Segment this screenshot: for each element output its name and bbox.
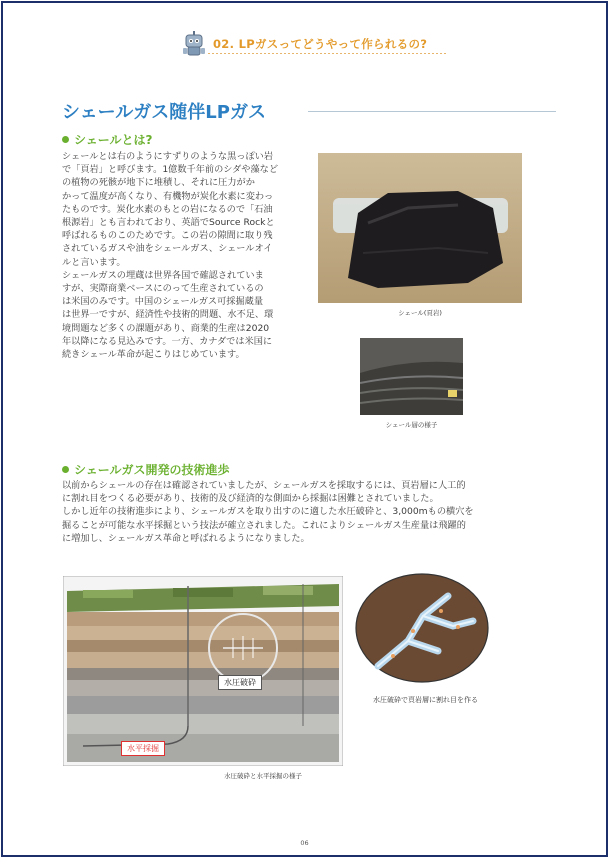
text-line: しかし近年の技術進歩により、シェールガスを取り出すのに適した水圧破砕と、3,000mもの横穴を	[62, 506, 474, 518]
section1-body	[62, 150, 310, 361]
text-line: シェールガスの埋蔵は世界各国で確認されていま	[62, 269, 264, 281]
page-frame	[1, 1, 608, 857]
text-line: 以前からシェールの存在は確認されていましたが、シェールガスを採取するには、頁岩層に人工的	[62, 480, 466, 491]
bullet-dot-icon	[62, 466, 69, 473]
section2-body	[62, 479, 562, 545]
shale-layer-photo	[360, 338, 463, 415]
text-line: は米国のみです。中国のシェールガス可採掘蔵量	[62, 296, 264, 308]
bullet-dot-icon	[62, 136, 69, 143]
section-heading-shale	[62, 131, 152, 148]
text-line: たものです。炭化水素のもとの岩になるので「石油	[62, 203, 273, 215]
text-line: に割れ目をつくる必要があり、技術的及び経済的な側面から採掘は困難とされていました。	[62, 493, 439, 505]
diagram-caption: 水圧破砕と水平採掘の様子	[224, 772, 302, 780]
text-line: 掘ることが可能な水平採掘という技法が確立されました。これによりシェールガス生産量は飛躍的	[62, 519, 466, 531]
section-heading-text: シェールガス開発の技術進歩	[74, 463, 230, 477]
text-line: シェールとは右のようにすずりのような黒っぽい岩	[62, 151, 274, 162]
fracking-diagram	[63, 576, 343, 766]
text-line: 続きシェール革命が起こりはじめています。	[62, 349, 245, 361]
text-line: で「頁岩」と呼びます。1億数千年前のシダや藻など	[62, 164, 279, 176]
text-line: 境問題など多くの課題があり、商業的生産は2020	[62, 322, 270, 334]
horizontal-drilling-label: 水平採掘	[121, 741, 165, 756]
shale-rock-photo	[318, 153, 522, 303]
title-rule	[308, 111, 556, 112]
robot-mascot-icon	[183, 31, 205, 57]
chapter-title: 02. LPガスってどうやって作られるの?	[213, 37, 428, 51]
text-line: かって温度が高くなり、有機物が炭化水素に変わっ	[62, 190, 274, 202]
text-line: の植物の死骸が地下に堆積し、それに圧力がか	[62, 177, 255, 189]
text-line: ルと言います。	[62, 256, 126, 268]
text-line: に増加し、シェールガス革命と呼ばれるようになりました。	[62, 532, 310, 544]
text-line: は世界一ですが、経済性や技術的問題、水不足、環	[62, 309, 274, 321]
text-line: すが、実際商業ベースにのって生産されているの	[62, 283, 264, 295]
bubble-caption: 水圧破砕で頁岩層に割れ目を作る	[373, 696, 478, 704]
header-underline	[208, 53, 448, 54]
photo2-caption: シェール層の様子	[385, 421, 438, 429]
text-line: 年以降になる見込みです。一方、カナダでは米国に	[62, 335, 273, 347]
section-heading-technology	[62, 461, 230, 478]
page-number: 06	[300, 839, 309, 847]
text-line: 呼ばれるものこのためです。この岩の隙間に取り残	[62, 230, 273, 242]
text-line: されているガスや油をシェールガス、シェールオイ	[62, 243, 273, 255]
fracture-zoom-bubble	[353, 571, 491, 686]
photo1-caption: シェール(頁岩)	[398, 309, 442, 317]
page-title: シェールガス随伴LPガス	[62, 102, 266, 123]
text-line: 根源岩」とも言われており、英語でSource Rockと	[62, 217, 275, 229]
section-heading-text: シェールとは?	[74, 133, 153, 147]
fracking-label: 水圧破砕	[218, 675, 262, 690]
